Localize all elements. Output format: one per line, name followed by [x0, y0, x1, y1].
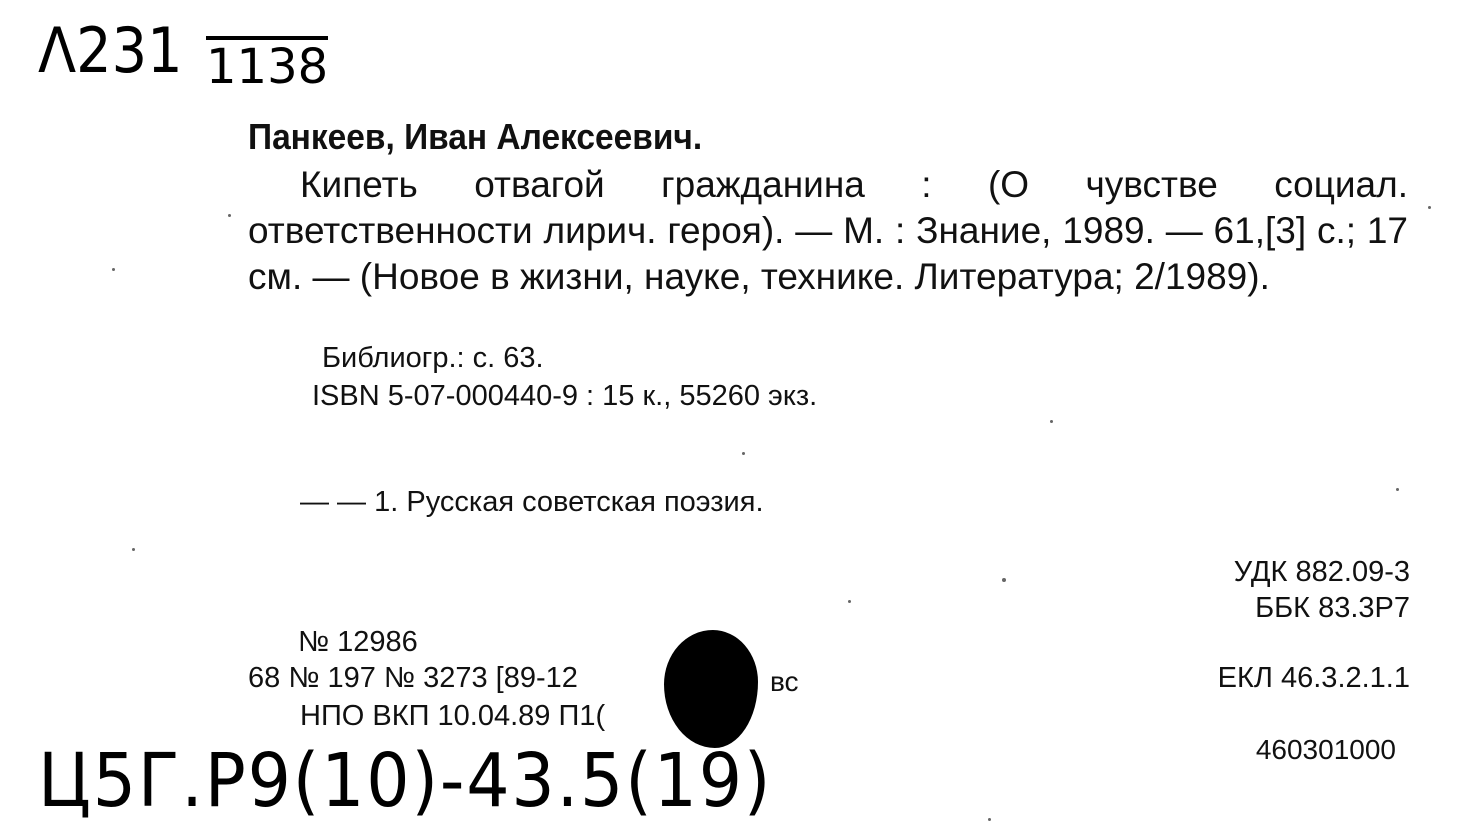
handwritten-shelf-mark: Λ231 — [38, 14, 183, 87]
scan-speck — [1002, 578, 1006, 582]
bibliographic-description: Кипеть отвагой гражданина : (О чувстве социал. ответственности лирич. героя). — М. : Знание, 1989. — 61,[3] с.; 17 см. — (Новое в жизни, науке, технике. Литература; 2/1989). — [248, 164, 1408, 297]
handwritten-shelf-number: 1138 — [206, 36, 328, 92]
subject-heading: — — 1. Русская советская поэзия. — [300, 486, 764, 518]
card-number: № 12986 — [298, 626, 418, 658]
scan-speck — [228, 214, 231, 217]
order-line: 68 № 197 № 3273 [89-12 — [248, 662, 578, 694]
scan-speck — [848, 600, 851, 603]
scan-speck — [132, 548, 135, 551]
scan-speck — [1396, 488, 1399, 491]
scan-speck — [1428, 206, 1431, 209]
scan-speck — [742, 452, 745, 455]
scan-speck — [1050, 420, 1053, 423]
bibliography-note: Библиогр.: с. 63. — [322, 342, 544, 374]
handwritten-classification-code: Ц5Г.Р9(10)-43.5(19) — [38, 738, 773, 824]
scan-speck — [988, 818, 991, 821]
bbk-code: ББК 83.3Р7 — [1255, 592, 1410, 624]
order-suffix: вс — [770, 666, 799, 697]
catalog-number: 460301000 — [1255, 734, 1396, 765]
ekl-code: ЕКЛ 46.3.2.1.1 — [1217, 662, 1410, 694]
ink-blot — [664, 630, 758, 748]
author-heading: Панкеев, Иван Алексеевич. — [248, 116, 703, 157]
udk-code: УДК 882.09-3 — [1233, 556, 1410, 588]
isbn-line: ISBN 5-07-000440-9 : 15 к., 55260 экз. — [312, 380, 818, 412]
npo-line: НПО ВКП 10.04.89 П1( — [300, 700, 606, 732]
scan-speck — [112, 268, 115, 271]
